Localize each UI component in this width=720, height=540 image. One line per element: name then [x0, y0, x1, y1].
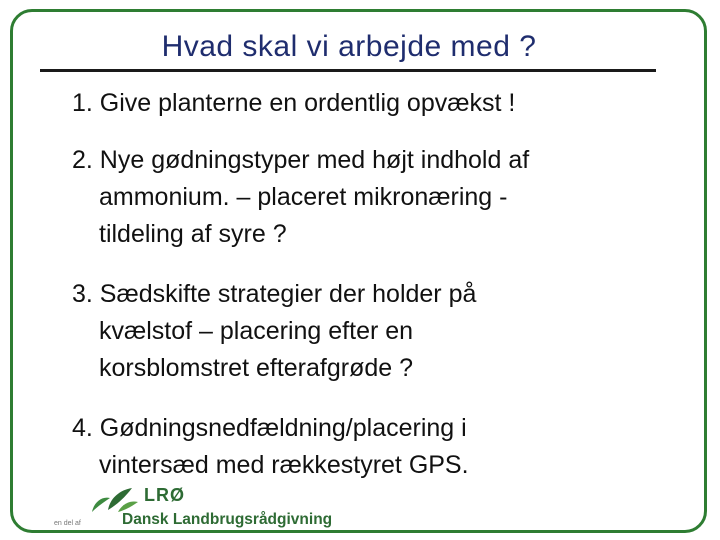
logo-organization: Dansk Landbrugsrådgivning: [122, 511, 333, 528]
logo-name: LRØ: [144, 485, 185, 505]
title-underline: [40, 69, 656, 72]
list-item-4-line-1: 4. Gødningsnedfældning/placering i: [72, 414, 467, 442]
list-item-3-line-2: kvælstof – placering efter en: [99, 317, 414, 345]
list-item-2-line-1: 2. Nye gødningstyper med højt indhold af: [72, 146, 530, 174]
list-item-3-line-1: 3. Sædskifte strategier der holder på: [72, 280, 477, 308]
leaf-logo-icon: [88, 484, 144, 514]
lro-logo: [88, 484, 348, 532]
slide-title: Hvad skal vi arbejde med ?: [161, 30, 537, 63]
list-item-3-line-3: korsblomstret efterafgrøde ?: [99, 354, 414, 382]
list-item-2-line-2: ammonium. – placeret mikronæring -: [99, 183, 508, 211]
list-item-3: [72, 276, 476, 387]
list-item-2-line-3: tildeling af syre ?: [99, 220, 287, 248]
list-item-4-line-2: vintersæd med rækkestyret GPS.: [99, 451, 469, 479]
footnote: en del af: [54, 520, 81, 527]
list-item-4: [72, 410, 469, 484]
list-item-1: [72, 85, 515, 122]
list-item-1-line-1: 1. Give planterne en ordentlig opvækst !: [72, 89, 516, 117]
list-item-2: [72, 142, 529, 253]
